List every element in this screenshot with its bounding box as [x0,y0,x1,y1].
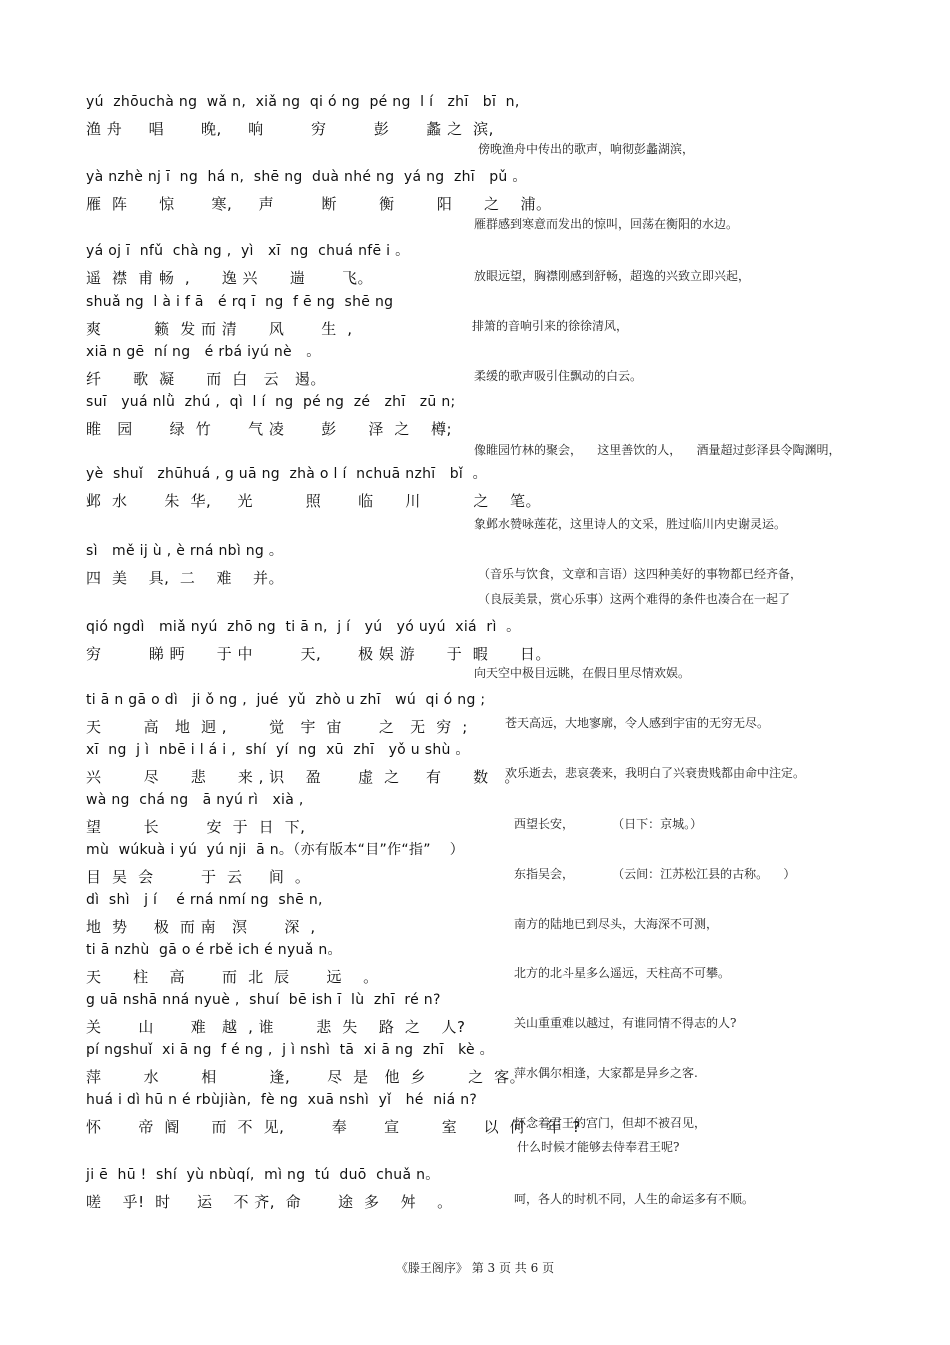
hanzi-line: 纤 歌 凝 而 白 云 遏。 [86,370,326,388]
pinyin-line: yà nzhè nj ī ng há n, shē ng duà nhé ng yá ng zhī pǔ 。 [86,169,527,185]
translation-line: 向天空中极目远眺，在假日里尽情欢娱。 [474,666,691,680]
hanzi-line: 怀 帝 阍 而 不 见, 奉 宣 室 以 何 年 ? [86,1118,581,1136]
pinyin-line: yá oj ī nfǔ chà ng , yì xī ng chuá nfē i 。 [86,243,410,259]
translation-line: 东指吴会， （云间：江苏松江县的古称。 ） [514,867,796,881]
pinyin-line: sì mě ij ù , è rná nbì ng 。 [86,543,284,559]
translation-line: 欢乐逝去，悲哀袭来，我明白了兴衰贵贱都由命中注定。 [505,766,806,780]
pinyin-line: xī ng j ì nbē i l á i , shí yí ng xū zhī yǒ u shù 。 [86,742,470,758]
translation-line: 苍天高远，大地寥廓，令人感到宇宙的无穷无尽。 [505,716,770,730]
pinyin-line: mù wúkuà i yú yú nji ā n。（亦有版本“目”作“指” ） [86,842,465,858]
hanzi-line: 天 柱 高 而 北 辰 远 。 [86,968,379,986]
translation-line: 放眼远望，胸襟刚感到舒畅，超逸的兴致立即兴起， [474,269,751,283]
pinyin-line: yè shuǐ zhūhuá , g uā ng zhà o l í nchuā nzhī bǐ 。 [86,466,487,482]
hanzi-line: 望 长 安 于 日 下, [86,818,306,836]
hanzi-line: 关 山 难 越 , 谁 悲 失 路 之 人? [86,1018,466,1036]
translation-line: 像睢园竹林的聚会， 这里善饮的人， 酒量超过彭泽县令陶渊明， [474,443,841,457]
translation-line: 象邺水赞咏莲花，这里诗人的文采，胜过临川内史谢灵运。 [474,517,787,531]
translation-line: 怀念着君王的宫门，但却不被召见， [514,1116,707,1130]
pinyin-line: pí ngshuǐ xi ā ng f é ng , j ì nshì tā xi ā ng zhī kè 。 [86,1042,494,1058]
translation-line: 什么时候才能够去侍奉君王呢? [517,1140,680,1154]
page-footer: 《滕王阁序》 第 3 页 共 6 页 [395,1261,555,1275]
pinyin-line: yú zhōuchà ng wǎ n, xiǎ ng qi ó ng pé ng l í zhī bī n, [86,94,520,110]
hanzi-line: 四 美 具, 二 难 并。 [86,569,285,587]
translation-line: 呵，各人的时机不同，人生的命运多有不顺。 [514,1192,755,1206]
hanzi-line: 遥 襟 甫 畅 , 逸 兴 遄 飞。 [86,269,374,287]
pinyin-line: ti ā n gā o dì ji ǒ ng , jué yǔ zhò u zhī wú qi ó ng ; [86,692,486,708]
pinyin-line: g uā nshā nná nyuè , shuí bē ish ī lù zhī ré n? [86,992,441,1008]
hanzi-line: 目 吴 会 于 云 间 。 [86,868,311,886]
hanzi-line: 雁 阵 惊 寒, 声 断 衡 阳 之 浦。 [86,195,552,213]
translation-line: 排箫的音响引来的徐徐清风， [472,319,629,333]
translation-line: （良辰美景，赏心乐事）这两个难得的条件也凑合在一起了 [478,592,791,606]
pinyin-line: dì shì j í é rná nmí ng shē n, [86,892,323,908]
translation-line: 关山重重难以越过，有谁同情不得志的人? [514,1016,737,1030]
translation-line: （音乐与饮食，文章和言语）这四种美好的事物都已经齐备， [478,567,803,581]
hanzi-line: 地 势 极 而 南 溟 深 , [86,918,316,936]
pinyin-line: wà ng chá ng ā nyú rì xià , [86,792,304,808]
hanzi-line: 邺 水 朱 华, 光 照 临 川 之 笔。 [86,492,541,510]
hanzi-line: 嗟 乎! 时 运 不 齐, 命 途 多 舛 。 [86,1193,453,1211]
hanzi-line: 渔 舟 唱 晚, 响 穷 彭 蠡 之 滨, [86,120,494,138]
translation-line: 萍水偶尔相逢，大家都是异乡之客. [514,1066,698,1080]
pinyin-line: xiā n gē ní ng é rbá iyú nè 。 [86,344,321,360]
pinyin-line: huá i dì hū n é rbùjiàn, fè ng xuā nshì yǐ hé niá n? [86,1092,478,1108]
translation-line: 傍晚渔舟中传出的歌声，响彻彭蠡湖滨， [478,142,695,156]
translation-line: 北方的北斗星多么遥远，天柱高不可攀。 [514,966,731,980]
hanzi-line: 天 高 地 迥 , 觉 宇 宙 之 无 穷 ; [86,718,468,736]
pinyin-line: suī yuá nlǜ zhú , qì l í ng pé ng zé zhī zū n; [86,394,456,410]
hanzi-line: 睢 园 绿 竹 气 凌 彭 泽 之 樽; [86,420,453,438]
hanzi-line: 萍 水 相 逢, 尽 是 他 乡 之 客。 [86,1068,526,1086]
translation-line: 柔缓的歌声吸引住飘动的白云。 [474,369,643,383]
pinyin-line: ji ē hū ! shí yù nbùqí, mì ng tú duō chuǎ n。 [86,1167,440,1183]
translation-line: 西望长安， （日下：京城。） [514,817,703,831]
hanzi-line: 爽 籁 发 而 清 风 生 , [86,320,353,338]
translation-line: 南方的陆地已到尽头，大海深不可测， [514,917,719,931]
hanzi-line: 穷 睇 眄 于 中 天, 极 娱 游 于 暇 日。 [86,645,551,663]
hanzi-line: 兴 尽 悲 来 , 识 盈 虚 之 有 数 。 [86,768,520,786]
pinyin-line: qió ngdì miǎ nyú zhō ng ti ā n, j í yú yó uyú xiá rì 。 [86,619,521,635]
translation-line: 雁群感到寒意而发出的惊叫，回荡在衡阳的水边。 [474,217,739,231]
pinyin-line: shuǎ ng l à i f ā é rq ī ng f ē ng shē ng [86,294,394,310]
pinyin-line: ti ā nzhù gā o é rbě ich é nyuǎ n。 [86,942,342,958]
